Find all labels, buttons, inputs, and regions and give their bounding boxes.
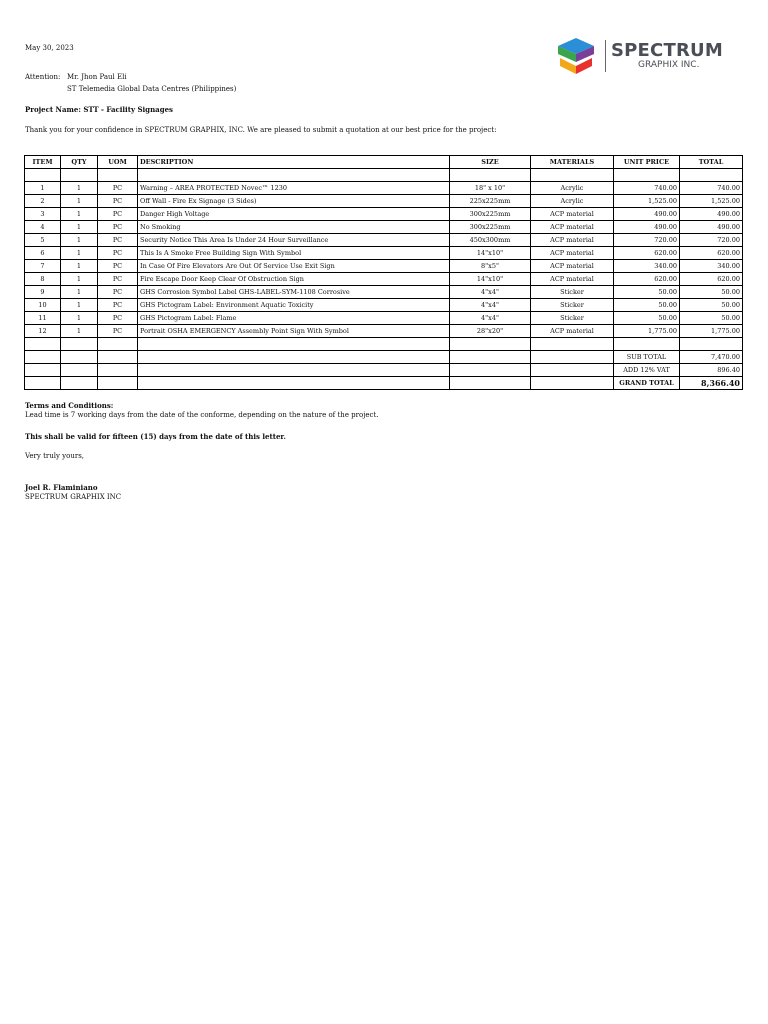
item-qty: 1	[61, 273, 98, 286]
item-number: 8	[25, 273, 61, 286]
item-material: Sticker	[531, 299, 614, 312]
item-qty: 1	[61, 195, 98, 208]
table-row	[25, 286, 743, 299]
item-unit-price: 1,525.00	[614, 195, 680, 208]
item-total: 1,775.00	[680, 325, 743, 338]
item-qty: 1	[61, 247, 98, 260]
attention-company: ST Telemedia Global Data Centres (Philippines)	[67, 85, 237, 93]
item-size: 300x225mm	[450, 221, 531, 234]
subtotal-value: 7,470.00	[680, 351, 743, 364]
item-material: ACP material	[531, 247, 614, 260]
item-unit-price: 620.00	[614, 273, 680, 286]
signer-company: SPECTRUM GRAPHIX INC	[25, 493, 122, 501]
terms-validity: This shall be valid for fifteen (15) days from the date of this letter.	[25, 432, 286, 441]
terms-heading: Terms and Conditions:	[25, 401, 114, 410]
item-uom: PC	[98, 299, 138, 312]
item-total: 1,525.00	[680, 195, 743, 208]
vat-value: 896.40	[680, 364, 743, 377]
item-size: 28"x20"	[450, 325, 531, 338]
item-number: 12	[25, 325, 61, 338]
item-size: 14"x10"	[450, 273, 531, 286]
item-description: Portrait OSHA EMERGENCY Assembly Point Sign With Symbol	[138, 325, 450, 338]
subtotal-row	[25, 351, 743, 364]
item-unit-price: 620.00	[614, 247, 680, 260]
item-uom: PC	[98, 195, 138, 208]
item-uom: PC	[98, 260, 138, 273]
item-number: 5	[25, 234, 61, 247]
item-qty: 1	[61, 234, 98, 247]
table-row	[25, 299, 743, 312]
table-row	[25, 247, 743, 260]
item-qty: 1	[61, 182, 98, 195]
item-material: ACP material	[531, 208, 614, 221]
item-size: 14"x10"	[450, 247, 531, 260]
item-unit-price: 490.00	[614, 208, 680, 221]
item-uom: PC	[98, 182, 138, 195]
item-total: 50.00	[680, 312, 743, 325]
item-qty: 1	[61, 286, 98, 299]
logo-subtitle: GRAPHIX INC.	[638, 60, 700, 70]
col-header: MATERIALS	[531, 156, 614, 169]
item-size: 8"x5"	[450, 260, 531, 273]
intro-text: Thank you for your confidence in SPECTRUM GRAPHIX, INC. We are pleased to submit a quotation at our best price for the project:	[25, 126, 497, 134]
subtotal-label: SUB TOTAL	[614, 351, 680, 364]
item-unit-price: 50.00	[614, 286, 680, 299]
item-unit-price: 720.00	[614, 234, 680, 247]
item-total: 50.00	[680, 286, 743, 299]
item-uom: PC	[98, 247, 138, 260]
item-description: In Case Of Fire Elevators Are Out Of Service Use Exit Sign	[138, 260, 450, 273]
item-number: 10	[25, 299, 61, 312]
table-row	[25, 221, 743, 234]
table-header-row	[25, 156, 743, 169]
item-size: 450x300mm	[450, 234, 531, 247]
item-material: ACP material	[531, 260, 614, 273]
table-row	[25, 325, 743, 338]
company-logo	[554, 36, 724, 76]
grand-total-row	[25, 377, 743, 390]
col-header: ITEM	[25, 156, 61, 169]
item-uom: PC	[98, 221, 138, 234]
item-description: No Smoking	[138, 221, 450, 234]
item-description: GHS Pictogram Label: Flame	[138, 312, 450, 325]
col-header: UNIT PRICE	[614, 156, 680, 169]
item-unit-price: 740.00	[614, 182, 680, 195]
table-row	[25, 312, 743, 325]
item-material: ACP material	[531, 325, 614, 338]
item-material: ACP material	[531, 234, 614, 247]
item-description: Danger High Voltage	[138, 208, 450, 221]
item-total: 720.00	[680, 234, 743, 247]
item-unit-price: 490.00	[614, 221, 680, 234]
item-description: GHS Pictogram Label: Environment Aquatic Toxicity	[138, 299, 450, 312]
col-header: QTY	[61, 156, 98, 169]
item-number: 6	[25, 247, 61, 260]
item-size: 225x225mm	[450, 195, 531, 208]
item-unit-price: 50.00	[614, 312, 680, 325]
item-material: Acrylic	[531, 182, 614, 195]
vat-row	[25, 364, 743, 377]
vat-label: ADD 12% VAT	[614, 364, 680, 377]
spectrum-logo-icon	[554, 36, 600, 76]
grand-total-value: 8,366.40	[680, 377, 743, 390]
signer-name: Joel R. Flaminiano	[25, 483, 98, 492]
item-size: 4"x4"	[450, 286, 531, 299]
item-number: 2	[25, 195, 61, 208]
item-number: 4	[25, 221, 61, 234]
item-number: 9	[25, 286, 61, 299]
item-qty: 1	[61, 325, 98, 338]
item-total: 340.00	[680, 260, 743, 273]
project-name: Project Name: STT - Facility Signages	[25, 105, 173, 114]
item-total: 490.00	[680, 221, 743, 234]
item-qty: 1	[61, 299, 98, 312]
item-total: 620.00	[680, 247, 743, 260]
col-header: UOM	[98, 156, 138, 169]
item-size: 300x225mm	[450, 208, 531, 221]
table-row	[25, 208, 743, 221]
attention-label: Attention:	[25, 73, 61, 81]
table-row	[25, 182, 743, 195]
terms-lead-time: Lead time is 7 working days from the date of the conforme, depending on the nature of the project.	[25, 411, 379, 419]
item-uom: PC	[98, 312, 138, 325]
item-uom: PC	[98, 234, 138, 247]
item-total: 490.00	[680, 208, 743, 221]
spacer-row	[25, 169, 743, 182]
table-row	[25, 234, 743, 247]
item-number: 3	[25, 208, 61, 221]
item-description: Fire Escape Door Keep Clear Of Obstruction Sign	[138, 273, 450, 286]
table-row	[25, 260, 743, 273]
logo-name: SPECTRUM	[611, 40, 723, 61]
item-qty: 1	[61, 208, 98, 221]
item-qty: 1	[61, 221, 98, 234]
attention-name: Mr. Jhon Paul Eli	[67, 73, 127, 81]
item-description: Warning – AREA PROTECTED Novec™ 1230	[138, 182, 450, 195]
logo-divider	[605, 40, 606, 72]
item-description: GHS Corrosion Symbol Label GHS-LABEL-SYM-1108 Corrosive	[138, 286, 450, 299]
col-header: SIZE	[450, 156, 531, 169]
item-total: 50.00	[680, 299, 743, 312]
item-unit-price: 50.00	[614, 299, 680, 312]
col-header: DESCRIPTION	[138, 156, 450, 169]
item-material: Acrylic	[531, 195, 614, 208]
item-number: 1	[25, 182, 61, 195]
item-material: ACP material	[531, 273, 614, 286]
item-size: 4"x4"	[450, 312, 531, 325]
item-uom: PC	[98, 273, 138, 286]
item-uom: PC	[98, 286, 138, 299]
item-qty: 1	[61, 312, 98, 325]
item-total: 620.00	[680, 273, 743, 286]
item-unit-price: 1,775.00	[614, 325, 680, 338]
table-row	[25, 195, 743, 208]
item-total: 740.00	[680, 182, 743, 195]
item-unit-price: 340.00	[614, 260, 680, 273]
item-material: ACP material	[531, 221, 614, 234]
item-number: 7	[25, 260, 61, 273]
item-description: Off Wall - Fire Ex Signage (3 Sides)	[138, 195, 450, 208]
grand-total-label: GRAND TOTAL	[614, 377, 680, 390]
item-material: Sticker	[531, 286, 614, 299]
letter-date: May 30, 2023	[25, 44, 74, 52]
item-size: 4"x4"	[450, 299, 531, 312]
item-description: This Is A Smoke Free Building Sign With Symbol	[138, 247, 450, 260]
spacer-row	[25, 338, 743, 351]
item-number: 11	[25, 312, 61, 325]
item-description: Security Notice This Area Is Under 24 Hour Surveillance	[138, 234, 450, 247]
item-size: 18" x 10"	[450, 182, 531, 195]
table-row	[25, 273, 743, 286]
item-uom: PC	[98, 208, 138, 221]
item-uom: PC	[98, 325, 138, 338]
closing-text: Very truly yours,	[25, 452, 85, 460]
item-material: Sticker	[531, 312, 614, 325]
item-qty: 1	[61, 260, 98, 273]
quotation-table	[24, 155, 743, 390]
col-header: TOTAL	[680, 156, 743, 169]
